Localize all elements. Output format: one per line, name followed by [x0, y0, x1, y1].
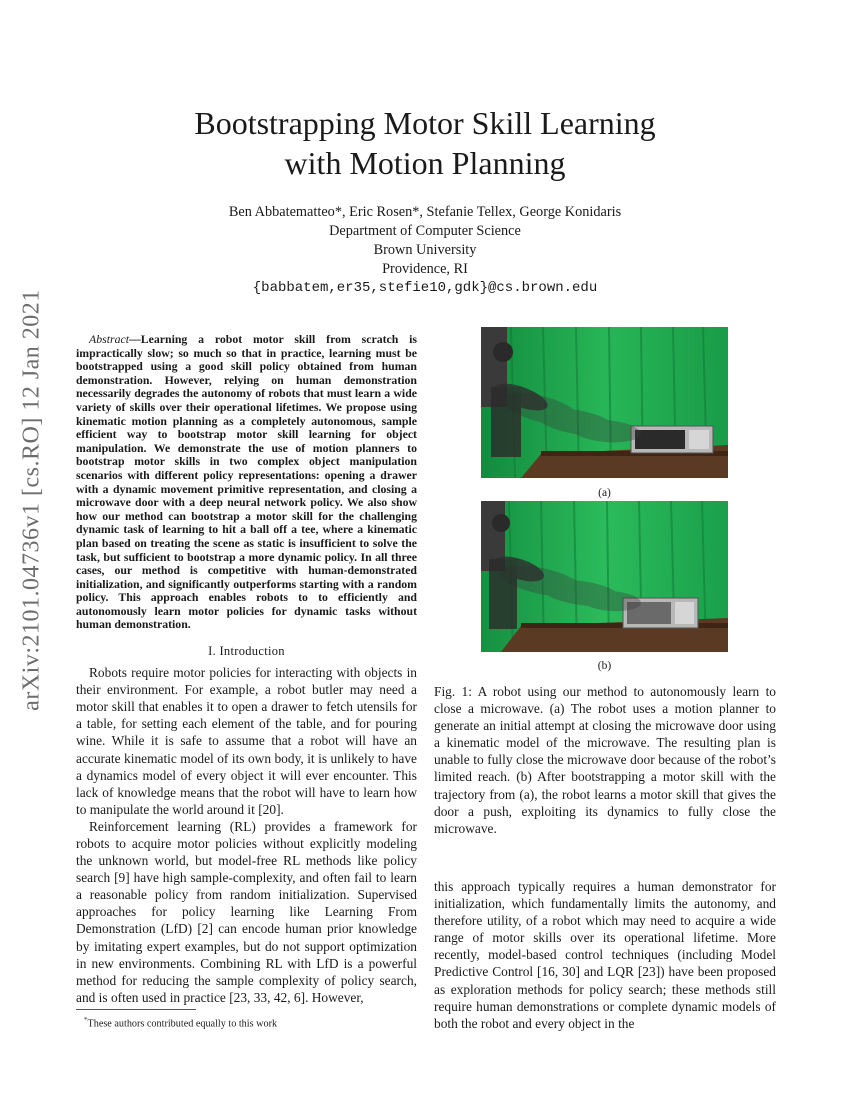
author-department: Department of Computer Science [329, 223, 521, 239]
author-emails: {babbatem,er35,stefie10,gdk}@cs.brown.edu [252, 280, 598, 296]
figure-1a-photo [481, 327, 728, 478]
subcaption-b: (b) [597, 660, 612, 672]
footnote-text: These authors contributed equally to this work [87, 1018, 278, 1030]
arxiv-stamp [12, 289, 52, 711]
footnote-rule [76, 1009, 196, 1010]
section-heading-introduction: I. Introduction [208, 644, 285, 659]
footnote [84, 1014, 277, 1030]
figure-1-caption: Fig. 1: A robot using our method to autonomously learn to close a microwave. (a) The robot uses a motion planner to generate an initial attempt at closing the microwave door using a kinematic model of the microwave. The resulting plan is unable to fully close the microwave door because of the robot’s limited reach. (b) After bootstrapping a motor skill with the trajectory from (a), the robot learns a motor skill that gives the door a push, exploiting its dynamics to fully close the microwave. [434, 684, 776, 836]
author-names: Ben Abbatematteo*, Eric Rosen*, Stefanie Tellex, George Konidaris [228, 204, 622, 220]
abstract [76, 333, 417, 632]
title-line-1: Bootstrapping Motor Skill Learning [194, 105, 656, 141]
footnote-mark: * [84, 1016, 88, 1024]
intro-paragraph-2: Reinforcement learning (RL) provides a framework for robots to acquire motor policies without explicitly modeling the unknown world, but model-free RL methods like policy search [9] have high sample-complexity, and often fail to learn a reasonable policy from random initialization. Supervised approaches for policy learning like Learning From Demonstration (LfD) [2] can encode human prior knowledge by imitating expert examples, but do not support optimization in new environments. Combining RL with LfD is a powerful method for reducing the sample complexity of policy search, and is often used in practice [23, 33, 42, 6]. However, [76, 818, 417, 1005]
title-line-2: with Motion Planning [284, 145, 566, 181]
arxiv-stamp-text: arXiv:2101.04736v1 [cs.RO] 12 Jan 2021 [18, 289, 45, 711]
intro-paragraph-1: Robots require motor policies for interacting with objects in their environment. For example, a robot butler may need a motor skill that enables it to open a drawer to fetch utensils for a table, for setting each element of the table, and for pouring wine. While it is safe to assume that a robot will have an accurate kinematic model of its own body, it is unlikely to have a dynamics model of every object it will ever encounter. This lack of knowledge means that the robot will have to learn how to manipulate the world around it [20]. [76, 665, 417, 817]
abstract-lead: Abstract [89, 332, 129, 346]
robot-microwave-photo-b [481, 501, 728, 652]
figure-1b-photo [481, 501, 728, 652]
right-column-paragraph: this approach typically requires a human demonstrator for initialization, which fundamentally limits the autonomy, and therefore utility, of a robot which may need to acquire a wide range of motor skills over its operational lifetime. More recently, model-based control techniques (including Model Predictive Control [16, 30] and LQR [23]) have been proposed as exploration methods for policy search; these methods still require human demonstrations or complete dynamic models of both the robot and every object in the [434, 879, 776, 1031]
author-university: Brown University [373, 242, 477, 258]
left-column [76, 333, 417, 1006]
abstract-text: —Learning a robot motor skill from scratch is impractically slow; so much so that in practice, learning must be bootstrapped using a good skill policy obtained from human demonstration. However, relying on human demonstration necessarily degrades the autonomy of robots that must learn a wide variety of skills over their operational lifetimes. We propose using kinematic motion planning as a completely autonomous, sample efficient way to bootstrap motor skill learning for object manipulation. We demonstrate the use of motion planners to bootstrap motor skills in two complex object manipulation scenarios with different policy representations: opening a drawer with a dynamic movement primitive representation, and closing a microwave door with a deep neural network policy. We also show how our method can bootstrap a motor skill for the challenging dynamic task of learning to hit a ball off a tee, where a kinematic plan based on treating the scene as static is insufficient to solve the task, but sufficient to bootstrap a more dynamic policy. In all three cases, our method is competitive with human-demonstrated initialization, and significantly outperforms starting with a random policy. This approach enables robots to to efficiently and autonomously learn motor policies for dynamic tasks without human demonstration. [76, 332, 417, 632]
author-block [0, 203, 850, 298]
robot-microwave-photo-a [481, 327, 728, 478]
paper-title [0, 103, 850, 183]
subcaption-a: (a) [598, 487, 611, 499]
author-location: Providence, RI [382, 261, 468, 277]
